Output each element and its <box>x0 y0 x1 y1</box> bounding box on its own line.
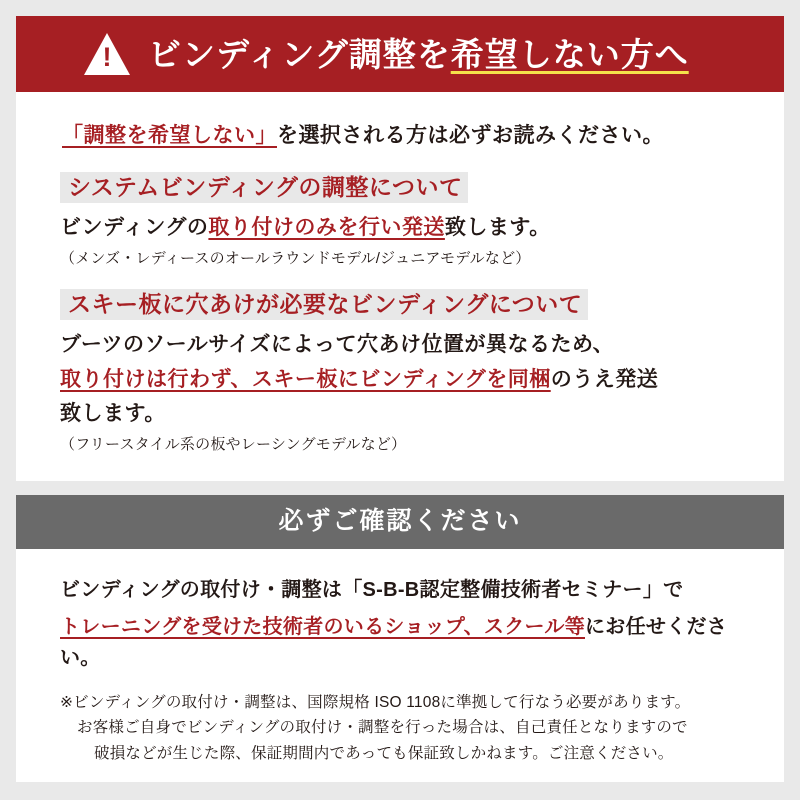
confirmation-line2 <box>60 612 740 674</box>
confirmation-line1: ビンディングの取付け・調整は「S-B-B認定整備技術者セミナー」で <box>60 578 684 601</box>
fine-print-line-2: お客様ご自身でビンディングの取付け・調整を行った場合は、自己責任となりますので <box>77 719 688 737</box>
block2-line1: ブーツのソールサイズによって穴あけ位置が異なるため、 <box>60 333 615 357</box>
confirmation-line2-post: にお任せください。 <box>60 615 728 669</box>
fine-print-line-1: ※ビンディングの取付け・調整は、国際規格 ISO 1108に準拠して行なう必要があります。 <box>60 693 691 711</box>
banner-title-underlined: 希望しない方へ <box>450 35 689 73</box>
lead-text <box>62 120 750 152</box>
banner-title <box>148 35 689 73</box>
warning-triangle-icon: ! <box>84 33 130 75</box>
fine-print-line-3: 破損などが生じた際、保証期間内であっても保証致しかねます。ご注意ください。 <box>94 744 674 762</box>
confirmation-line2-highlight: トレーニングを受けた技術者のいるショップ、スクール等 <box>60 615 585 638</box>
block2-line2 <box>60 365 750 395</box>
confirmation-body <box>16 549 784 767</box>
fine-print <box>60 690 740 767</box>
confirmation-header <box>16 495 784 549</box>
block1-line-pre: ビンディングの <box>60 216 209 240</box>
block2-line2-post: のうえ発送 <box>550 367 659 391</box>
banner-title-plain: ビンディング調整を <box>148 35 451 73</box>
block1-line <box>60 213 750 243</box>
block2-note: （フリースタイル系の板やレーシングモデルなど） <box>60 435 407 453</box>
lead-quote: 「調整を希望しない」 <box>62 124 277 147</box>
confirmation-header-label: 必ずご確認ください <box>278 507 522 536</box>
system-binding-block <box>50 172 750 269</box>
confirmation-panel <box>16 495 784 782</box>
block2-line3: 致します。 <box>60 402 166 426</box>
warning-banner <box>16 16 784 92</box>
binding-adjustment-panel <box>16 16 784 481</box>
block2-heading: スキー板に穴あけが必要なビンディングについて <box>60 289 588 321</box>
block1-line-post: 致します。 <box>444 216 551 240</box>
lead-rest: を選択される方は必ずお読みください。 <box>277 124 664 147</box>
panel-body <box>16 92 784 455</box>
block1-heading: システムビンディングの調整について <box>60 172 468 204</box>
block1-note: （メンズ・レディースのオールラウンドモデル/ジュニアモデルなど） <box>60 249 531 267</box>
drilling-required-block <box>50 289 750 455</box>
block1-line-highlight: 取り付けのみを行い発送 <box>208 216 445 240</box>
block2-line2-highlight: 取り付けは行わず、スキー板にビンディングを同梱 <box>60 367 551 391</box>
